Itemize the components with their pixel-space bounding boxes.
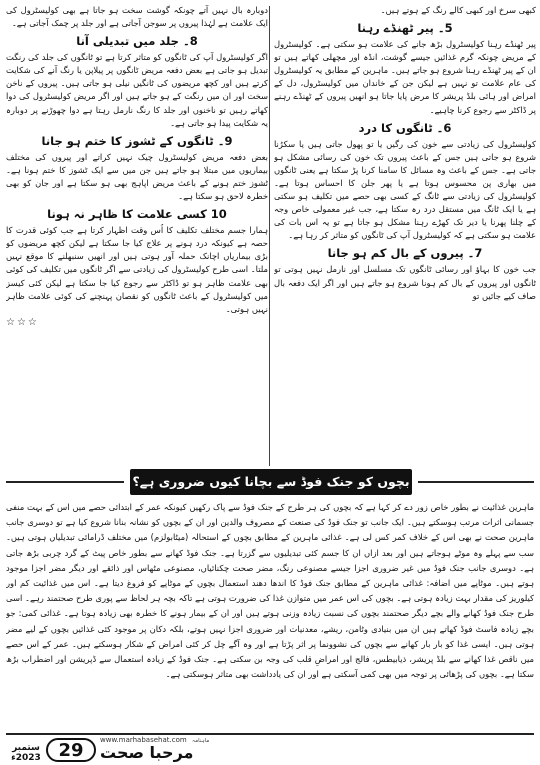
article-body: ماہرین غذائیت نے بطور خاص زور دے کر کہا ہے کہ بچوں کی ہر طرح کے جنک فوڈ سے پاک رکھیں کیونکہ عمر کے ابتدائی حصے میں اس کے بہت منفی جسمانی اثرات مرتب ہوسکتے ہیں۔ ایک جانب تو جنک فوڈ کی صنعت کے مصروف والدین اور ان کے بچوں کو نشانہ بنانا شروع کیا ہے تو دوسری جانب ماہرین صحت نے بھی اس کے خلاف کمر کس لی ہے۔ غذائی ماہرین کے مطابق بچوں کے استحالہ (میٹابولزم) میں مختلف ڈرامائی تبدیلیاں ہوتی ہیں۔ سب سے پہلے وہ موٹے ہوجاتے ہیں اور بعد ازاں ان کا جسم کئی تبدیلیوں سے گزرتا ہے۔ جنک فوڈ کھانے سے بطور خاص پیٹ کے گرد چربی بڑھ جاتی ہے۔ دوسری جانب جنک فوڈ میں غیر ضروری اجزا جیسے مصنوعی رنگ، مضر صحت چکنائیاں، مصنوعی مٹھاس اور ذائقے اور دیگر مضر اجزا موجود ہوتے ہیں۔ موٹاپے میں اضافہ: غذائی ماہرین کے مطابق جنک فوڈ کا اندھا دھند استعمال بچوں کے موٹاپے کو فروغ دیتا ہے۔ اس میں غذائیت کم اور کیلوریز کی مقدار بہت زیادہ ہوتی ہے۔ بچوں کی اس عمر میں متوازن غذا کی ضرورت ہوتی ہے تاکہ بچہ ہر لحاظ سے پوری طرح صحتمند رہے۔ اسی طرح جنک فوڈ کھانے والے بچے دیگر صحتمند بچوں کی نسبت زیادہ وزنی ہوتے ہیں اور ان کے بیمار ہونے کا خطرہ بھی زیادہ ہوتا ہے۔ غذائی کمی: جو بچے زیادہ فاسٹ فوڈ کھاتے ہیں ان میں بنیادی وٹامن، ریشے، معدنیات اور ضروری اجزا نہیں ہوتے، بلکہ دکان پر موجود کئی غذائیں بچوں کے لیے مضر ہوتی ہیں۔ ایسی غذا کو بار بار کھانے سے بچوں کی نشوونما پر اثر پڑتا ہے اور وہ آگے چل کر کئی امراض کے شکار ہوسکتے ہیں۔ عمر کے اس حصے میں ناقص غذا کھانے سے بلڈ پریشر، ذیابیطس، فالج اور امراضِ قلب کی وجہ بن سکتی ہے۔ جنک فوڈ کے زیادہ استعمال سے ڈپریشن اور اضطراب بڑھ سکتا ہے۔ بچوں کی پڑھائی پر توجہ میں بھی کمی آسکتی ہے اور ان کی یادداشت بھی متاثر ہوسکتی ہے۔ xyxy=(6,502,534,680)
section-heading-7: 7۔ پیروں کے بال کم ہو جانا xyxy=(327,246,483,261)
title-rule-right xyxy=(418,481,534,483)
section-paragraph-5: پیر ٹھنڈے رہنا کولیسٹرول بڑھ جانے کی علامت ہو سکتی ہے۔ کولیسٹرول کے مریض چونکہ گرم غذائیں جیسے گوشت، انڈہ اور مچھلی کھاتے ہیں تو ان کے پیر ٹھنڈے رہنا شروع ہو جاتے ہیں۔ ماہرین کے مطابق یہ کولیسٹرول کی عام علامت تو نہیں ہے لیکن جن کے خاندان میں کولیسٹرول، دل کے امراض اور ہائی بلڈ پریشر کا مرض پایا جاتا ہو انھیں پیروں کے ٹھنڈے رہنے پر ڈاکٹر سے رجوع کرنا چاہیے۔ xyxy=(274,39,536,115)
section-paragraph-7: جب خون کا بہاؤ اور رسائی ٹانگوں تک مسلسل اور نارمل نہیں ہوتی تو ٹانگوں اور پیروں کے بال کم ہونا شروع ہو جاتے ہیں اور اگر ایک دفعہ بال صاف کیے جائیں تو xyxy=(274,264,536,301)
section-paragraph-9: بعض دفعہ مریض کولیسٹرول چیک نہیں کراتے اور پیروں کی مختلف بیماریوں میں مبتلا ہو جاتے ہیں جن میں سے ایک ٹشوز کا ختم ہونا ہے۔ ٹشوز ختم ہونے کے باعث مریض اپاہج بھی ہو سکتا ہے اور جان کو بھی خطرہ لاحق ہو سکتا ہے۔ xyxy=(6,151,268,202)
section-paragraph-10: ہمارا جسم مختلف تکلیف کا اُس وقت اظہار کرتا ہے جب کوئی قدرت کا حصہ ہے کیونکہ درد ہونے پر علاج کیا جا سکتا ہے لیکن کچھ مریضوں کو بڑی بیماریاں اچانک حملہ آور ہوتی ہیں اور انھیں سنبھلنے کا موقع نہیں ملتا۔ اسی طرح کولیسٹرول کی زیادتی سے اگر ٹانگوں میں تکلیف کی کوئی بھی علامت ظاہر ہو تو ڈاکٹر سے رجوع کیا جا سکتا ہے لیکن کئی کیسز میں کولیسٹرول کے باعث ٹانگوں کو نقصان پہنچنے کی کوئی علامت ظاہر نہیں ہوتی۔ xyxy=(6,225,268,314)
issue-date: ستمبر 2023ء xyxy=(11,743,41,763)
right-column xyxy=(274,4,536,303)
section-heading-10: 10 کسی علامت کا ظاہر نہ ہونا xyxy=(47,207,227,222)
left-intro-paragraph: دوبارہ بال نہیں آتے چونکہ گوشت سخت ہو جاتا ہے بھی کولیسٹرول کی ایک علامت ہے لہٰذا پیروں پر سوجن آجاتی ہے اور جلد پر چمک آجاتی ہے۔ xyxy=(6,5,268,29)
left-column xyxy=(6,4,268,330)
section-end-stars: ☆☆☆ xyxy=(6,316,39,328)
magazine-logo: مرحبا صحت xyxy=(100,743,194,762)
section-heading-5: 5۔ پیر ٹھنڈے رہنا xyxy=(357,21,453,36)
title-rule-left xyxy=(6,481,124,483)
right-intro-paragraph: کبھی سرخ اور کبھی کالے رنگ کے ہوتے ہیں۔ xyxy=(380,5,536,15)
magazine-tag: ماہنامہ xyxy=(192,738,210,744)
section-heading-8: 8۔ جلد میں تبدیلی آنا xyxy=(76,34,198,49)
section-paragraph-6: کولیسٹرول کی زیادتی سے خون کی رگیں یا تو پھول جاتی ہیں یا سکڑنا شروع ہو جاتی ہیں جس کے باعث پیروں تک خون کی رسائی مشکل ہو جاتی ہے۔ جس کے باعث وہ مسائل کا سامنا کرنا پڑ سکتا ہے یعنی ٹانگوں میں بھاری پن محسوس ہوتا ہے یا پھر جلن کا احساس ہوتا ہے۔ کولیسٹرول کی زیادتی سے ٹانگ کے کسی بھی حصے میں تکلیف ہو سکتی ہے یا ایک ٹانگ میں مستقل درد رہ سکتا ہے، جب غیر معمولی خاص وجہ کے چلنا پھرنا یا دیر تک کھڑے رہنا مشکل ہو جاتا ہے تو یہ اس بات کی علامت ہو سکتی ہے کہ کولیسٹرول آپ کی ٹانگوں کو متاثر کر رہا ہے۔ xyxy=(274,138,536,241)
section-heading-9: 9۔ ٹانگوں کے ٹشوز کا ختم ہو جانا xyxy=(41,133,233,148)
page-footer xyxy=(0,732,540,765)
section-paragraph-8: اگر کولیسٹرول آپ کی ٹانگوں کو متاثر کرتا ہے تو ٹانگوں کی جلد کی رنگت تبدیل ہو جاتی ہے بعض دفعہ مریض ٹانگوں پر پیلاپن یا رنگ آنے کی شکایت کرتے ہیں اور کچھ مریضوں کی ٹانگیں نیلی ہو جاتی ہیں۔ پیروں کے ناخن سخت اور ان میں رنگت کے ہو جاتے ہیں اور اگر مریض کولیسٹرول کی دوا کھاتے رہیں تو ناخنوں اور جلد کا رنگ نارمل رہتا ہے دوا چھوڑنے پر دوبارہ یہ شکایت پیدا ہو جاتی ہے۔ xyxy=(6,52,268,128)
section-heading-6: 6۔ ٹانگوں کا درد xyxy=(358,120,452,135)
footer-rule xyxy=(6,733,534,735)
article-title-banner: بچوں کو جنک فوڈ سے بچانا کیوں ضروری ہے؟ xyxy=(130,469,412,495)
page-number: 29 xyxy=(46,738,96,762)
column-divider xyxy=(269,6,270,466)
website-url[interactable]: www.marhabasehat.com xyxy=(100,736,187,744)
